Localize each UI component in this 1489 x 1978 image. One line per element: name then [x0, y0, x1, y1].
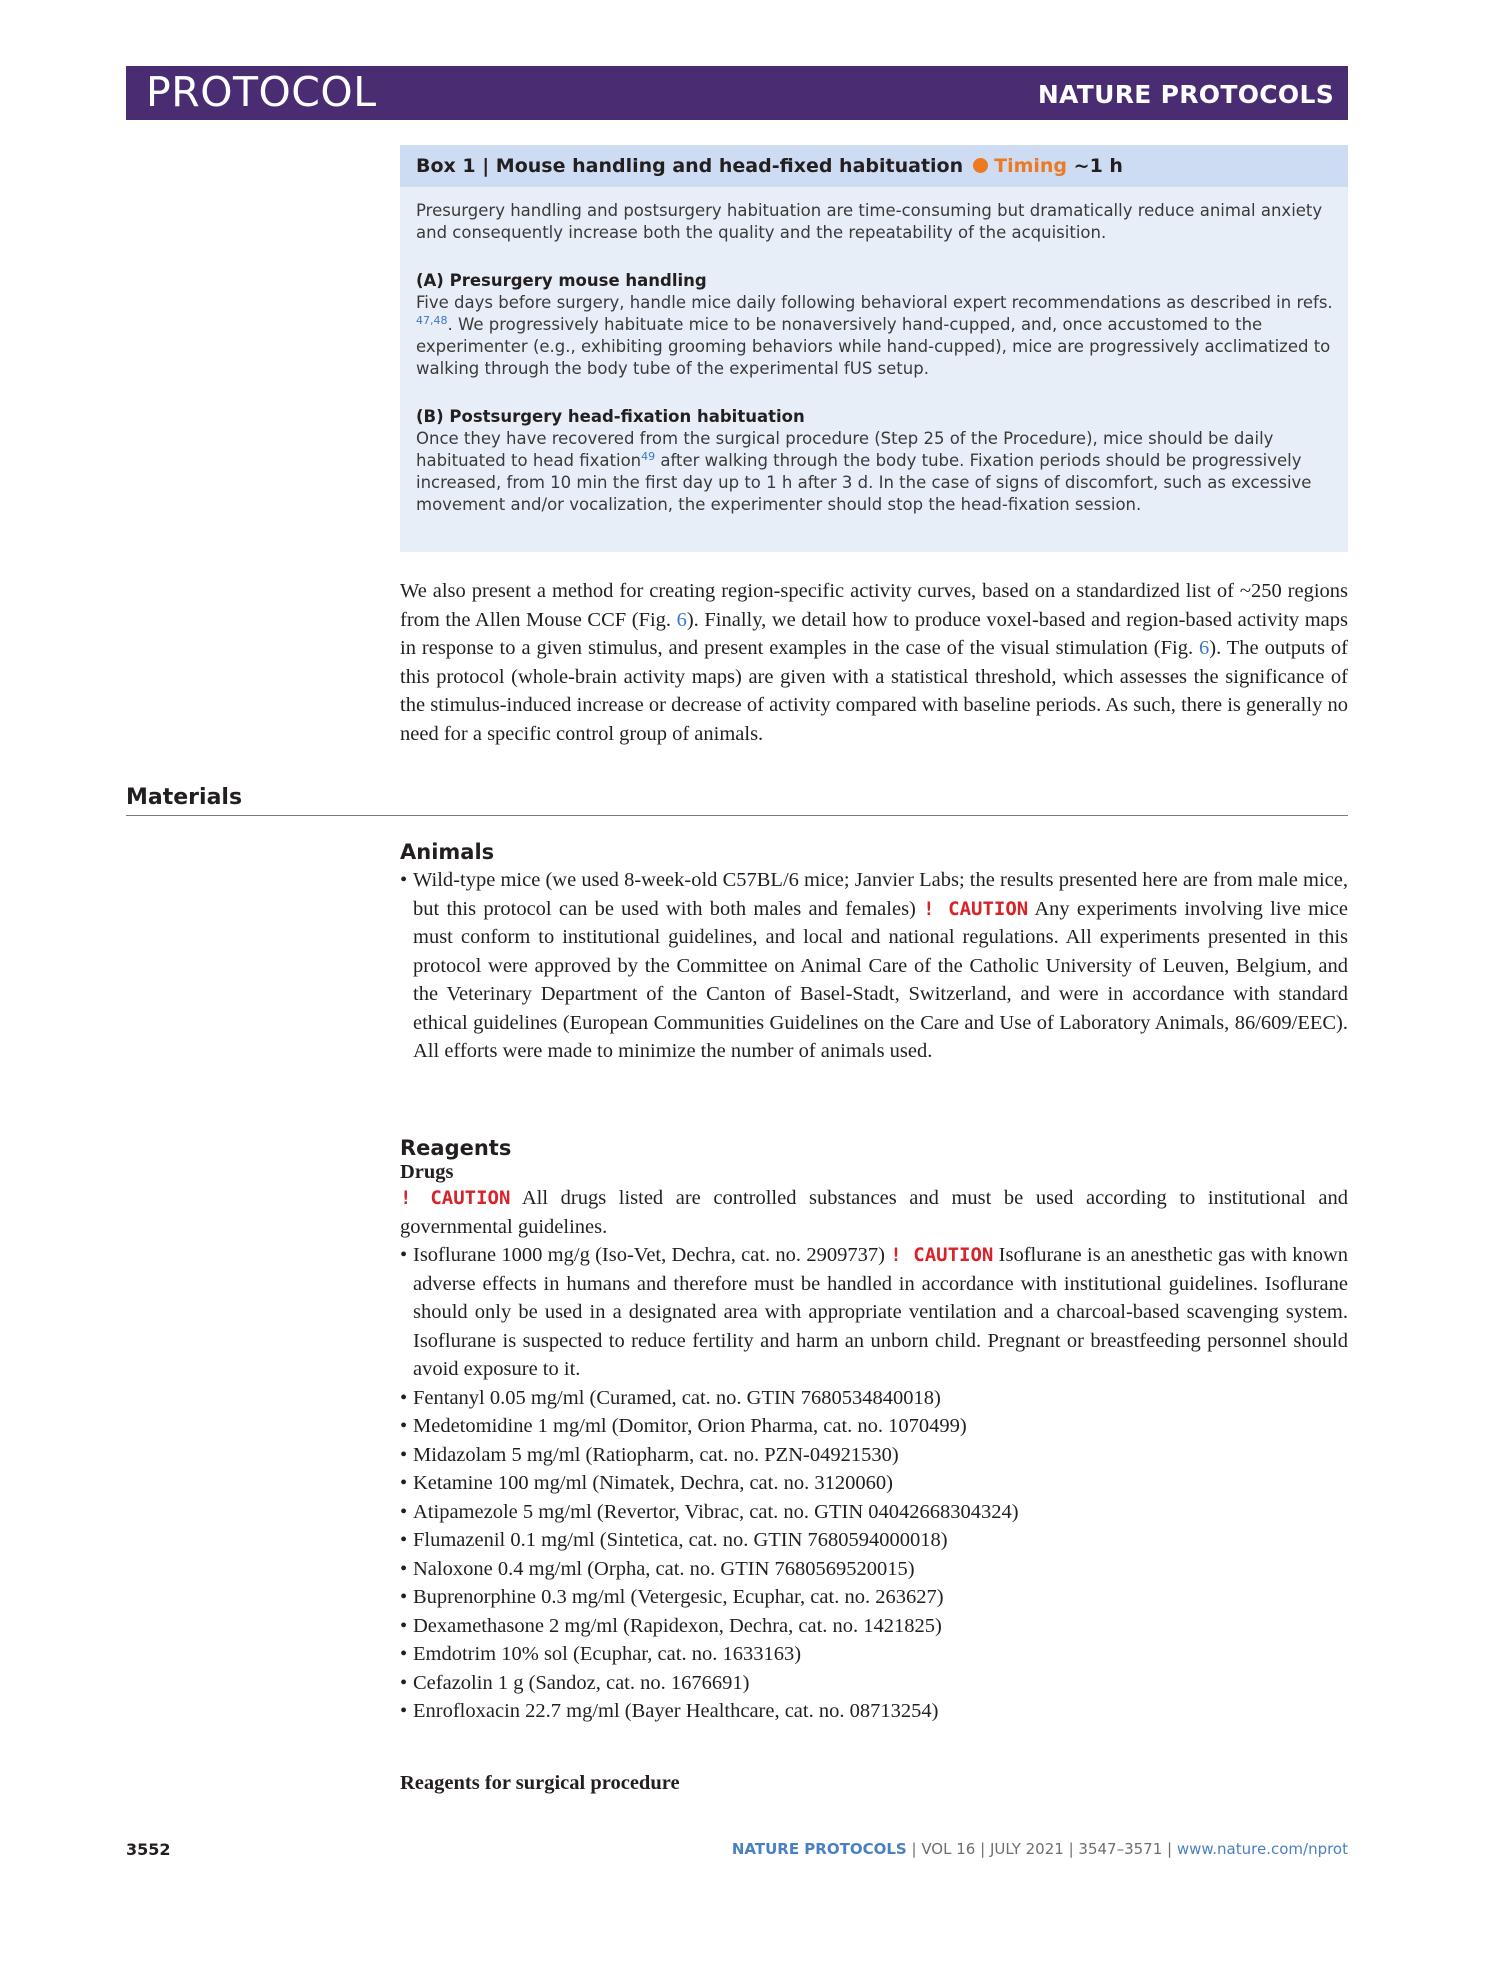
timing-dot-icon	[973, 158, 988, 173]
drugs-caution: ! CAUTION All drugs listed are controlled substances and must be used according to institutional and governmental guidelines.	[400, 1187, 1348, 1238]
box-subheading-a: (A) Presurgery mouse handling	[416, 271, 707, 290]
figure-link[interactable]: 6	[1199, 637, 1210, 659]
animals-section	[400, 840, 1348, 1066]
reagents-section	[400, 1136, 1348, 1726]
footer-date: JULY 2021	[989, 1840, 1064, 1858]
box-header	[400, 145, 1348, 187]
surgical-heading: Reagents for surgical procedure	[400, 1772, 680, 1794]
caution-label: ! CAUTION	[923, 897, 1029, 920]
section-label: PROTOCOL	[146, 68, 377, 116]
drug-item: • Naloxone 0.4 mg/ml (Orpha, cat. no. GTIN 7680569520015)	[400, 1557, 915, 1580]
caution-label: ! CAUTION	[890, 1244, 994, 1266]
box-body	[416, 200, 1336, 516]
drug-list	[400, 1384, 1348, 1726]
footer-url[interactable]: www.nature.com/nprot	[1176, 1840, 1348, 1858]
header-banner	[126, 66, 1348, 120]
section-divider	[126, 815, 1348, 816]
footer-journal: NATURE PROTOCOLS	[731, 1840, 907, 1858]
footer-citation: NATURE PROTOCOLS | VOL 16 | JULY 2021 | 3547–3571 | www.nature.com/nprot	[731, 1840, 1348, 1858]
materials-heading: Materials	[126, 785, 243, 810]
box-label: Box 1 | Mouse handling and head-fixed habituation	[416, 155, 964, 177]
drug-item: • Dexamethasone 2 mg/ml (Rapidexon, Dechra, cat. no. 1421825)	[400, 1614, 942, 1637]
drug-item: • Ketamine 100 mg/ml (Nimatek, Dechra, cat. no. 3120060)	[400, 1472, 893, 1494]
box-subheading-b: (B) Postsurgery head-fixation habituation	[416, 407, 805, 426]
box-paragraph-b: Once they have recovered from the surgical procedure (Step 25 of the Procedure), mice should be daily habituated to head fixation$^{49}$ after walking through the body tube. Fixation periods should be progressively increased, from 10 min the first day up to 1 h after 3 d. In the case of signs of discomfort, such as excessive movement and/or vocalization, the experimenter should stop the head-fixation session.	[416, 429, 1312, 514]
animals-item: • Wild-type mice (we used 8-week-old C57BL/6 mice; Janvier Labs; the results presented here are from male mice, but this protocol can be used with both males and females) ! CAUTION Any experiments involving live mice must conform to institutional guidelines, and local and national regulations. All experiments presented in this protocol were approved by the Committee on Animal Care of the Catholic University of Leuven, Belgium, and the Veterinary Department of the Canton of Basel-Stadt, Switzerland, and were in accordance with standard ethical guidelines (European Communities Guidelines on the Care and Use of Laboratory Animals, 86/609/EEC). All efforts were made to minimize the number of animals used.	[400, 869, 1348, 1062]
box-intro: Presurgery handling and postsurgery habituation are time-consuming but dramatically reduce animal anxiety and consequently increase both the quality and the repeatability of the acquisition.	[416, 201, 1323, 242]
reagents-heading: Reagents	[400, 1136, 512, 1160]
ref-link[interactable]: 47,48	[416, 314, 448, 327]
figure-link[interactable]: 6	[676, 608, 687, 631]
ref-link[interactable]: 49	[641, 450, 656, 463]
box-title	[416, 155, 1123, 177]
drug-item: • Fentanyl 0.05 mg/ml (Curamed, cat. no. GTIN 7680534840018)	[400, 1386, 941, 1409]
caution-label: ! CAUTION	[400, 1187, 511, 1209]
animals-heading: Animals	[400, 840, 495, 864]
page-number: 3552	[126, 1840, 171, 1859]
timing-label: Timing	[994, 155, 1068, 177]
journal-label: NATURE PROTOCOLS	[1037, 80, 1334, 109]
drug-item: • Medetomidine 1 mg/ml (Domitor, Orion Pharma, cat. no. 1070499)	[400, 1415, 967, 1437]
box-paragraph-a: Five days before surgery, handle mice daily following behavioral expert recommendations as described in refs. $^{47,48}$. We progressively habituate mice to be nonaversively hand-cupped, and, once accustomed to the experimenter (e.g., exhibiting grooming behaviors while hand-cupped), mice are progressively acclimatized to walking through the body tube of the experimental fUS setup.	[416, 293, 1333, 378]
timing-value: ~1 h	[1073, 155, 1123, 177]
drug-item: • Cefazolin 1 g (Sandoz, cat. no. 1676691)	[400, 1671, 750, 1694]
intro-paragraph: We also present a method for creating region-specific activity curves, based on a standardized list of ~250 regions from the Allen Mouse CCF (Fig. 6). Finally, we detail how to produce voxel-based and region-based activity maps in response to a given stimulus, and present examples in the case of the visual stimulation (Fig. 6). The outputs of this protocol (whole-brain activity maps) are given with a statistical threshold, which assesses the significance of the stimulus-induced increase or decrease of activity compared with baseline periods. As such, there is generally no need for a specific control group of animals.	[400, 580, 1348, 745]
drug-item: • Emdotrim 10% sol (Ecuphar, cat. no. 1633163)	[400, 1643, 802, 1665]
drug-item: • Buprenorphine 0.3 mg/ml (Vetergesic, Ecuphar, cat. no. 263627)	[400, 1586, 944, 1608]
drug-item-isoflurane: • Isoflurane 1000 mg/g (Iso-Vet, Dechra, cat. no. 2909737) ! CAUTION Isoflurane is an anesthetic gas with known adverse effects in humans and therefore must be handled in accordance with institutional guidelines. Isoflurane should only be used in a designated area with appropriate ventilation and a charcoal-based scavenging system. Isoflurane is suspected to reduce fertility and harm an unborn child. Pregnant or breastfeeding personnel should avoid exposure to it.	[400, 1244, 1349, 1380]
box-1	[400, 145, 1348, 552]
drugs-heading: Drugs	[400, 1161, 454, 1183]
footer-volume: VOL 16	[921, 1840, 976, 1858]
footer-pages: 3547–3571	[1078, 1840, 1163, 1858]
drug-item: • Midazolam 5 mg/ml (Ratiopharm, cat. no. PZN-04921530)	[400, 1443, 899, 1466]
drug-item: • Enrofloxacin 22.7 mg/ml (Bayer Healthcare, cat. no. 08713254)	[400, 1700, 939, 1722]
surgical-section	[400, 1772, 1348, 1795]
drug-item: • Atipamezole 5 mg/ml (Revertor, Vibrac, cat. no. GTIN 04042668304324)	[400, 1500, 1019, 1523]
drug-item: • Flumazenil 0.1 mg/ml (Sintetica, cat. no. GTIN 7680594000018)	[400, 1529, 948, 1551]
